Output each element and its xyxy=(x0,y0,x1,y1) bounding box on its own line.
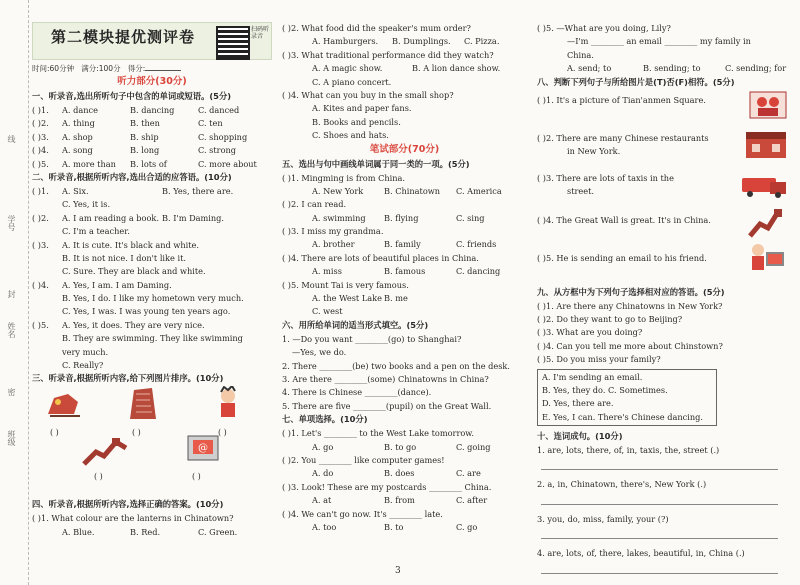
option: A. Blue. xyxy=(62,526,95,537)
picture-row xyxy=(32,443,272,498)
options-row xyxy=(282,212,527,225)
section-title: 四、听录音,根据所听内容,选择正确的答案。(10分) xyxy=(32,499,224,510)
answer-text: very much. xyxy=(62,346,109,357)
answer-line xyxy=(541,561,778,574)
item-number: ( )4. xyxy=(32,279,49,290)
answer-line xyxy=(32,252,272,265)
option: A. the West Lake xyxy=(312,293,382,304)
option: C. shopping xyxy=(198,131,248,142)
list-item xyxy=(32,158,272,171)
time-info: 时间:60分钟 xyxy=(32,64,75,73)
item-number: ( )5. xyxy=(32,319,49,330)
option: B. from xyxy=(384,495,415,506)
fill-blank-item: 1. —Do you want ________(go) to Shanghai? xyxy=(282,333,462,344)
question: ( )3. What traditional performance did they watch? xyxy=(282,49,494,60)
answer-line xyxy=(541,492,778,505)
option: C. Green. xyxy=(198,526,238,537)
answer-line xyxy=(32,239,272,252)
score-info: 满分:100分 xyxy=(81,64,121,73)
list-item xyxy=(32,144,272,157)
options-row xyxy=(282,494,527,507)
option: C. A piano concert. xyxy=(312,76,392,87)
question: 1. are, lots, there, of, in, taxis, the, street (.) xyxy=(537,445,720,456)
section-title: 八、判断下列句子与所给图片是(T)否(F)相符。(5分) xyxy=(537,76,735,87)
option: A. Hamburgers. xyxy=(312,36,379,47)
question: ( )2. Do they want to go to Beijing? xyxy=(537,313,683,324)
section-title: 九、从方框中为下列句子选择相对应的答语。(5分) xyxy=(537,286,725,297)
answer-text: A. Yes, it does. They are very nice. xyxy=(62,319,205,330)
option: B. flying xyxy=(384,212,419,223)
written-part-label: 笔试部分(70分) xyxy=(369,143,440,155)
question: ( )2. What food did the speaker's mum order? xyxy=(282,23,471,33)
question: ( )4. There are lots of beautiful places in China. xyxy=(282,252,479,263)
option: B. ship xyxy=(130,131,159,142)
margin-label: 封 xyxy=(7,290,16,298)
answer-text: C. Really? xyxy=(62,360,104,371)
answer-text: C. Yes, I was. I was young ten years ago. xyxy=(62,306,231,317)
question: ( )4. What can you buy in the small shop? xyxy=(282,89,454,100)
option: A. brother xyxy=(312,239,355,250)
item-number: ( )5. xyxy=(32,158,49,169)
exam-meta xyxy=(32,62,272,75)
option: B. A lion dance show. xyxy=(412,63,501,74)
fill-blank-item: 4. There is Chinese ________(dance). xyxy=(282,387,432,398)
question: ( )4. Can you tell me more about Chinstown? xyxy=(537,340,723,351)
option: B. famous xyxy=(384,266,426,277)
options-row xyxy=(282,238,527,251)
page-title: 第二模块提优测评卷 xyxy=(51,28,196,46)
fill-blank-item: 5. There are five ________(pupil) on the Great Wall. xyxy=(282,400,492,411)
tf-item: ( )1. It's a picture of Tian'anmen Square. xyxy=(537,94,706,105)
section-title: 六、用所给单词的适当形式填空。(5分) xyxy=(282,319,429,330)
option: A. more than xyxy=(62,158,116,169)
margin-label: 密 xyxy=(7,388,16,396)
boy-computer-icon xyxy=(746,242,786,278)
question: ( )1. Are there any Chinatowns in New York? xyxy=(537,300,723,311)
section-title: 三、听录音,根据所听内容,给下列图片排序。(10分) xyxy=(32,373,224,384)
column-right xyxy=(537,22,792,582)
boy-icon xyxy=(212,386,244,422)
title-banner xyxy=(32,22,272,60)
options-row xyxy=(282,292,527,305)
section-title: 七、单项选择。(10分) xyxy=(282,414,368,425)
answer-line xyxy=(32,305,272,318)
option: B. lots of xyxy=(130,158,167,169)
list-item xyxy=(32,117,272,130)
option: A. do xyxy=(312,468,334,479)
question-line: —I'm ________ an email ________ my family in xyxy=(567,36,751,47)
option: B. to go xyxy=(384,441,417,452)
answer-box: A. I'm sending an email. B. Yes, they do. C. Sometimes. D. Yes, there are. E. Yes, I can. There's Chinese dancing. xyxy=(537,369,717,427)
option: C. danced xyxy=(198,105,240,115)
tf-section xyxy=(537,90,792,286)
option: A. song xyxy=(62,145,93,156)
skyscraper-icon xyxy=(122,386,162,420)
option: C. Shoes and hats. xyxy=(312,130,389,141)
tf-item: ( )2. There are many Chinese restaurants in New York. xyxy=(537,132,709,156)
fill-blank-item: —Yes, we do. xyxy=(292,347,347,358)
answer-line xyxy=(32,185,272,198)
answer-line xyxy=(32,346,272,359)
listening-part-label: 听力部分(30分) xyxy=(117,76,187,87)
option: A. at xyxy=(312,495,332,506)
options-row xyxy=(282,62,527,75)
answer-bracket: ( ) xyxy=(132,428,141,438)
options-row xyxy=(282,35,527,48)
question: ( )3. I miss my grandma. xyxy=(282,226,384,237)
option: A. dance xyxy=(62,105,98,115)
option: B. dancing xyxy=(130,105,175,115)
great-wall-icon xyxy=(748,208,784,238)
option: C. after xyxy=(456,495,488,506)
option: B. long xyxy=(130,145,160,156)
margin-label: 线 xyxy=(7,135,16,143)
great-wall-icon xyxy=(82,434,128,468)
option: B. Chinatown xyxy=(384,185,441,196)
options-row xyxy=(32,526,272,539)
svg-text:@: @ xyxy=(198,443,208,455)
option: B. family xyxy=(384,239,421,250)
section-title: 十、连词成句。(10分) xyxy=(537,431,623,442)
answer-line xyxy=(32,212,272,225)
qr-code xyxy=(216,26,250,60)
option: A. swimming xyxy=(312,212,366,223)
question: ( )1. Mingming is from China. xyxy=(282,172,405,183)
answer-bracket: ( ) xyxy=(50,428,59,438)
taxi-icon xyxy=(740,172,788,200)
item-number: ( )1. xyxy=(32,185,49,196)
option: B. then xyxy=(130,118,160,129)
tf-item: ( )4. The Great Wall is great. It's in China. xyxy=(537,214,711,225)
option: A. go xyxy=(312,441,334,452)
question: ( )5. Mount Tai is very famous. xyxy=(282,279,409,290)
answer-line xyxy=(32,292,272,305)
options-row xyxy=(282,521,527,534)
option: C. west xyxy=(312,306,343,317)
option: B. sending; to xyxy=(643,63,701,74)
answer-line xyxy=(32,265,272,278)
question: ( )4. We can't go now. It's ________ late. xyxy=(282,508,443,519)
question: ( )1. What colour are the lanterns in Chinatown? xyxy=(32,513,234,524)
item-number: ( )2. xyxy=(32,118,49,129)
picture-row xyxy=(32,386,272,448)
options-row xyxy=(282,265,527,278)
option: B. does xyxy=(384,468,415,479)
option: C. ten xyxy=(198,118,223,129)
answer-text: C. Yes, it is. xyxy=(62,199,111,210)
question: ( )3. What are you doing? xyxy=(537,327,643,338)
option: B. me xyxy=(384,293,408,304)
item-number: ( )2. xyxy=(32,212,49,223)
question: 2. a, in, Chinatown, there's, New York (.) xyxy=(537,479,707,490)
answer-text: B. Yes, I do. I like my hometown very much. xyxy=(62,293,244,304)
margin-label: 姓名 xyxy=(7,322,16,338)
fill-blank-item: 2. There ________(be) two books and a pen on the desk. xyxy=(282,360,510,371)
option: A. shop xyxy=(62,131,93,142)
options-row xyxy=(537,62,792,75)
option: A. too xyxy=(312,521,337,532)
qr-label: 扫码听录音 xyxy=(251,26,270,40)
answer-line xyxy=(32,359,272,372)
question: 4. are, lots, of, there, lakes, beautiful, in, China (.) xyxy=(537,548,745,559)
binding-margin xyxy=(0,0,29,585)
item-number: ( )3. xyxy=(32,131,49,142)
score-field: 得分: xyxy=(127,64,146,73)
margin-label: 班级 xyxy=(7,430,16,446)
answer-line xyxy=(32,198,272,211)
answer-text: A. Six. xyxy=(62,185,89,196)
item-number: ( )3. xyxy=(32,239,49,250)
question: ( )1. Let's ________ to the West Lake tomorrow. xyxy=(282,428,474,439)
page-number: 3 xyxy=(395,566,401,576)
question: ( )2. I can read. xyxy=(282,199,347,210)
answer-line xyxy=(32,225,272,238)
options-row xyxy=(282,305,527,318)
answer-text: C. I'm a teacher. xyxy=(62,226,130,237)
option: C. America xyxy=(456,185,502,196)
question: ( )5. —What are you doing, Lily? xyxy=(537,23,671,33)
answer-text: C. Sure. They are black and white. xyxy=(62,266,206,277)
option: A. thing xyxy=(62,118,95,129)
option: C. more about xyxy=(198,158,257,169)
option: B. Red. xyxy=(130,526,161,537)
item-number: ( )4. xyxy=(32,145,49,156)
restaurant-icon xyxy=(744,130,788,160)
options-row xyxy=(282,441,527,454)
option: C. sending; for xyxy=(725,63,787,74)
answer-text: A. It is cute. It's black and white. xyxy=(62,239,199,250)
column-left xyxy=(32,22,272,539)
column-middle xyxy=(282,22,527,534)
option: C. go xyxy=(456,521,478,532)
option: C. sing xyxy=(456,212,485,223)
answer-text: A. Yes, I am. I am Daming. xyxy=(62,279,172,290)
answer-bracket: ( ) xyxy=(218,428,227,438)
options-row xyxy=(282,467,527,480)
option: C. friends xyxy=(456,239,497,250)
question: ( )5. Do you miss your family? xyxy=(537,354,661,365)
answer-line xyxy=(541,526,778,539)
answer-line xyxy=(541,457,778,470)
list-item xyxy=(32,131,272,144)
option: C. are xyxy=(456,468,481,479)
question: ( )2. You ________ like computer games! xyxy=(282,454,445,465)
section-title: 五、选出与句中画线单词属于同一类的一项。(5分) xyxy=(282,158,470,169)
question: 3. you, do, miss, family, your (?) xyxy=(537,513,669,524)
tf-item: ( )5. He is sending an email to his friend. xyxy=(537,252,707,263)
answer-text: B. They are swimming. They like swimming xyxy=(62,333,243,344)
lion-dance-icon xyxy=(44,388,84,420)
option: B. Dumplings. xyxy=(392,36,451,47)
option: C. strong xyxy=(198,145,237,156)
answer-bracket: ( ) xyxy=(94,472,103,482)
answer-bracket: ( ) xyxy=(192,472,201,482)
option: A. send; to xyxy=(567,63,612,74)
section-title: 一、听录音,选出所听句子中包含的单词或短语。(5分) xyxy=(32,91,232,101)
question-line: China. xyxy=(567,49,594,60)
list-item xyxy=(32,104,272,117)
option: A. A magic show. xyxy=(312,63,383,74)
answer-line xyxy=(32,319,272,332)
option: A. miss xyxy=(312,266,342,277)
answer-text: B. It is not nice. I don't like it. xyxy=(62,252,186,263)
tf-item: ( )3. There are lots of taxis in the street. xyxy=(537,172,674,196)
options-row xyxy=(282,185,527,198)
section-title: 二、听录音,根据所听内容,选出合适的应答语。(10分) xyxy=(32,171,232,182)
email-icon xyxy=(182,432,222,468)
option: C. Pizza. xyxy=(464,36,500,47)
answer-line xyxy=(32,332,272,345)
option: B. Books and pencils. xyxy=(312,116,401,127)
option: B. to xyxy=(384,521,404,532)
margin-label: 学号 xyxy=(7,215,16,231)
answer-text: B. I'm Daming. xyxy=(162,212,225,223)
question: ( )3. Look! These are my postcards ________ China. xyxy=(282,481,492,492)
option: A. New York xyxy=(312,185,364,196)
item-number: ( )1. xyxy=(32,105,49,115)
fill-blank-item: 3. Are there ________(some) Chinatowns in China? xyxy=(282,373,489,384)
tiananmen-icon xyxy=(748,90,788,120)
option: C. dancing xyxy=(456,266,501,277)
answer-text: B. Yes, there are. xyxy=(162,185,234,196)
option: A. Kites and paper fans. xyxy=(312,103,412,114)
option: C. going xyxy=(456,441,491,452)
answer-line xyxy=(32,279,272,292)
answer-text: A. I am reading a book. xyxy=(62,212,159,223)
